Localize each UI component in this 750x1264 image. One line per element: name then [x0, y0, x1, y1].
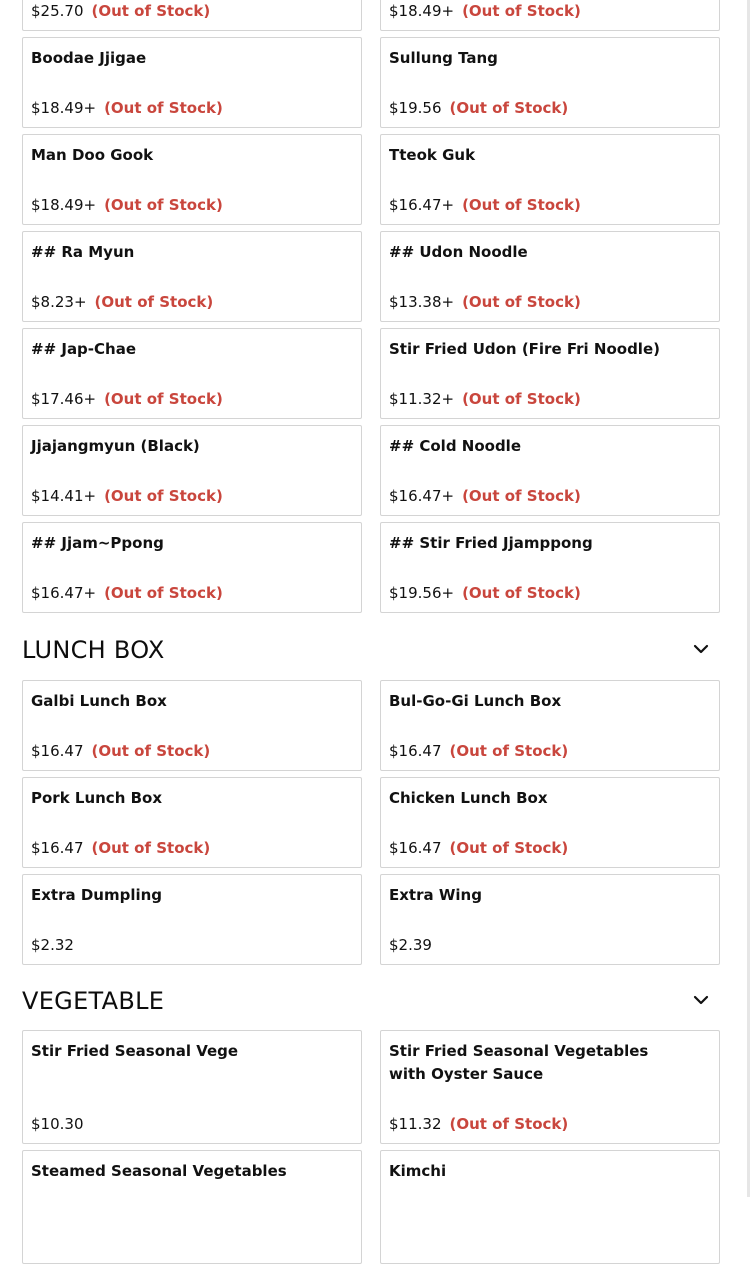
stock-status: (Out of Stock)	[91, 742, 211, 760]
menu-item-card[interactable]	[22, 0, 362, 31]
item-price: $16.47	[389, 839, 442, 857]
stock-status: (Out of Stock)	[449, 742, 569, 760]
item-price: $14.41+	[31, 487, 97, 505]
item-price: $19.56	[389, 99, 442, 117]
item-price-line	[389, 487, 581, 505]
menu-item-card[interactable]	[22, 328, 362, 419]
item-price: $16.47	[31, 742, 84, 760]
item-name: Tteok Guk	[389, 146, 476, 164]
menu-item-card[interactable]	[380, 37, 720, 128]
section-header-vegetable[interactable]	[22, 983, 720, 1019]
item-price-line	[31, 1115, 92, 1133]
item-price-line	[31, 584, 223, 602]
stock-status: (Out of Stock)	[449, 1115, 569, 1133]
item-name: ## Stir Fried Jjamppong	[389, 534, 593, 552]
stock-status: (Out of Stock)	[449, 839, 569, 857]
stock-status: (Out of Stock)	[94, 293, 214, 311]
chevron-down-icon[interactable]	[692, 991, 710, 1009]
item-price: $2.32	[31, 936, 74, 954]
menu-item-card[interactable]	[22, 37, 362, 128]
item-price-line	[389, 742, 568, 760]
item-price: $16.47	[31, 839, 84, 857]
item-price-line	[389, 99, 568, 117]
stock-status: (Out of Stock)	[104, 196, 223, 214]
item-name: Kimchi	[389, 1162, 447, 1180]
menu-item-card[interactable]	[22, 1030, 362, 1144]
item-name: Jjajangmyun (Black)	[31, 437, 200, 455]
item-price: $8.23+	[31, 293, 87, 311]
item-name: Boodae Jjigae	[31, 49, 147, 67]
item-price-line	[31, 2, 210, 20]
item-price: $16.47+	[389, 196, 455, 214]
section-title: VEGETABLE	[22, 987, 165, 1015]
item-name: Bul-Go-Gi Lunch Box	[389, 692, 562, 710]
item-price-line	[389, 390, 581, 408]
item-price: $13.38+	[389, 293, 455, 311]
menu-item-card[interactable]	[380, 522, 720, 613]
stock-status: (Out of Stock)	[462, 2, 581, 20]
item-price: $19.56+	[389, 584, 455, 602]
lunch-box-grid	[22, 680, 720, 965]
stock-status: (Out of Stock)	[462, 196, 581, 214]
item-price: $18.49+	[31, 196, 97, 214]
item-price-line	[31, 99, 223, 117]
item-price-line	[389, 2, 581, 20]
item-price-line	[389, 1235, 397, 1253]
item-price: $2.39	[389, 936, 432, 954]
menu-item-card[interactable]	[380, 1150, 720, 1264]
stock-status: (Out of Stock)	[462, 487, 581, 505]
item-price-line	[31, 196, 223, 214]
item-price-line	[31, 839, 210, 857]
item-price-line	[31, 1235, 39, 1253]
menu-item-card[interactable]	[380, 134, 720, 225]
menu-item-card[interactable]	[380, 328, 720, 419]
item-price-line	[389, 936, 440, 954]
stock-status: (Out of Stock)	[91, 839, 211, 857]
menu-item-card[interactable]	[22, 777, 362, 868]
item-price: $16.47	[389, 742, 442, 760]
menu-item-card[interactable]	[22, 134, 362, 225]
stock-status: (Out of Stock)	[462, 293, 581, 311]
stock-status: (Out of Stock)	[91, 2, 211, 20]
item-price: $11.32+	[389, 390, 455, 408]
item-price-line	[389, 1115, 568, 1133]
item-price-line	[31, 742, 210, 760]
menu-item-card[interactable]	[380, 0, 720, 31]
item-price-line	[389, 584, 581, 602]
stock-status: (Out of Stock)	[104, 390, 223, 408]
section-title: LUNCH BOX	[22, 636, 165, 664]
item-price-line	[389, 839, 568, 857]
item-name: ## Cold Noodle	[389, 437, 521, 455]
item-price-line	[389, 196, 581, 214]
item-name: ## Ra Myun	[31, 243, 135, 261]
item-name: Sullung Tang	[389, 49, 498, 67]
item-price: $10.30	[31, 1115, 84, 1133]
item-price: $18.49+	[31, 99, 97, 117]
menu-item-card[interactable]	[22, 522, 362, 613]
chevron-down-icon[interactable]	[692, 640, 710, 658]
item-name: Stir Fried Seasonal Vege	[31, 1042, 239, 1060]
item-name: Stir Fried Udon (Fire Fri Noodle)	[389, 340, 660, 358]
stock-status: (Out of Stock)	[104, 584, 223, 602]
item-price: $18.49+	[389, 2, 455, 20]
menu-item-card[interactable]	[22, 1150, 362, 1264]
menu-item-card[interactable]	[22, 231, 362, 322]
item-name: Pork Lunch Box	[31, 789, 163, 807]
item-price: $16.47+	[389, 487, 455, 505]
item-name: Steamed Seasonal Vegetables	[31, 1162, 287, 1180]
item-name: ## Udon Noodle	[389, 243, 528, 261]
menu-item-card[interactable]	[380, 425, 720, 516]
menu-item-card[interactable]	[22, 874, 362, 965]
item-price-line	[31, 487, 223, 505]
item-price-line	[31, 390, 223, 408]
item-name: ## Jjam~Ppong	[31, 534, 164, 552]
stock-status: (Out of Stock)	[104, 487, 223, 505]
item-price: $16.47+	[31, 584, 97, 602]
section-header-lunch-box[interactable]	[22, 632, 720, 668]
menu-item-card[interactable]	[22, 680, 362, 771]
item-name: Galbi Lunch Box	[31, 692, 167, 710]
stock-status: (Out of Stock)	[462, 390, 581, 408]
item-price-line	[389, 293, 581, 311]
menu-item-card[interactable]	[22, 425, 362, 516]
vegetable-grid	[22, 1030, 720, 1264]
item-name: Extra Dumpling	[31, 886, 163, 904]
item-price: $25.70	[31, 2, 84, 20]
menu-item-card[interactable]	[380, 874, 720, 965]
menu-item-card[interactable]	[380, 1030, 720, 1144]
item-price: $11.32	[389, 1115, 442, 1133]
stock-status: (Out of Stock)	[449, 99, 569, 117]
item-name: Stir Fried Seasonal Vegetables with Oyster Sauce	[389, 1042, 649, 1083]
item-price: $17.46+	[31, 390, 97, 408]
menu-item-card[interactable]	[380, 777, 720, 868]
item-price-line	[31, 936, 82, 954]
item-name: ## Jap-Chae	[31, 340, 137, 358]
item-name: Extra Wing	[389, 886, 482, 904]
stock-status: (Out of Stock)	[104, 99, 223, 117]
item-price-line	[31, 293, 213, 311]
item-name: Chicken Lunch Box	[389, 789, 548, 807]
menu-item-card[interactable]	[380, 680, 720, 771]
stock-status: (Out of Stock)	[462, 584, 581, 602]
noodle-grid	[22, 0, 720, 613]
item-name: Man Doo Gook	[31, 146, 154, 164]
menu-item-card[interactable]	[380, 231, 720, 322]
